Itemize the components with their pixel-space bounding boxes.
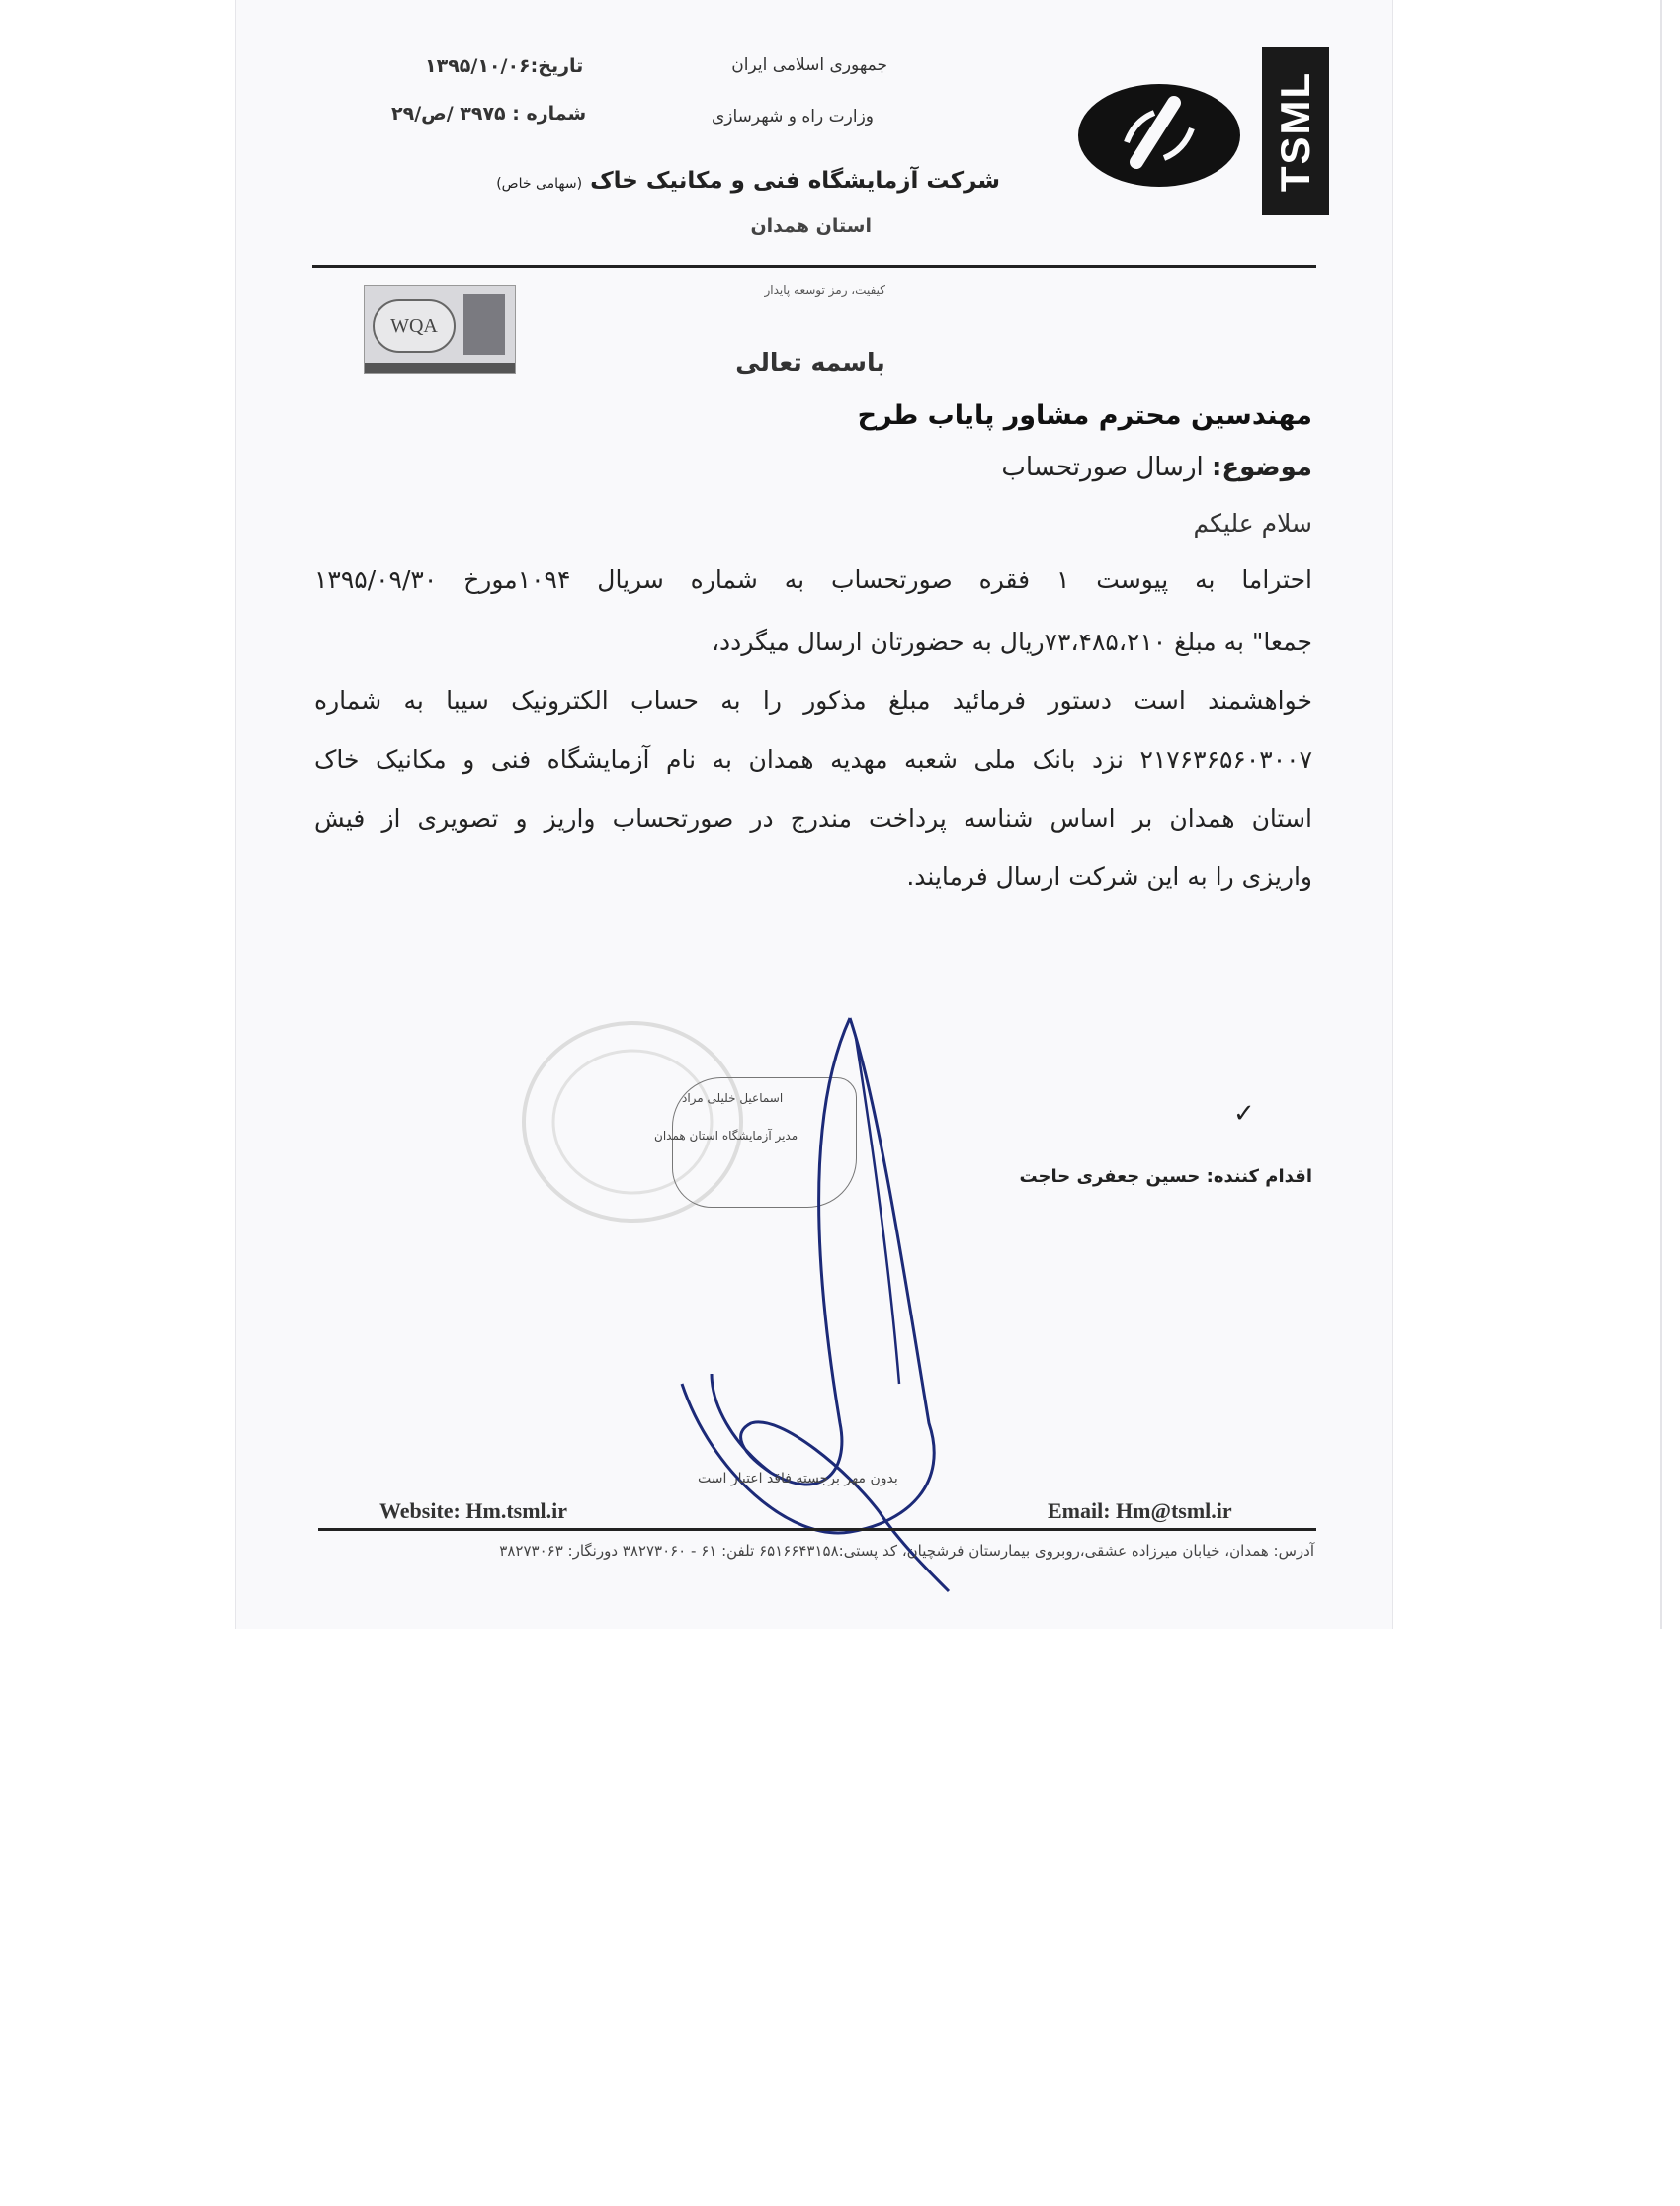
bismillah: باسمه تعالی xyxy=(735,348,885,377)
body-line-2: جمعا" به مبلغ ۷۳،۴۸۵،۲۱۰ریال به حضورتان ارسال میگردد، xyxy=(711,628,1312,656)
cert-bar xyxy=(365,363,515,373)
subject-line xyxy=(1001,453,1312,482)
certificate-shield-icon xyxy=(463,294,505,355)
company-title: شرکت آزمایشگاه فنی و مکانیک خاک (سهامی خاص) xyxy=(496,168,1000,194)
certification-logo xyxy=(364,285,516,374)
body-line-5: استان همدان بر اساس شناسه پرداخت مندرج در صورتحساب واریز و تصویری از فیش xyxy=(314,805,1312,833)
body-line-6: واریزی را به این شرکت ارسال فرمایند. xyxy=(906,862,1312,891)
body-line-1: احتراما به پیوست ۱ فقره صورتحساب به شماره سریال ۱۰۹۴مورخ ۱۳۹۵/۰۹/۳۰ xyxy=(314,565,1313,594)
body-line-3: خواهشمند است دستور فرمائید مبلغ مذکور را به حساب الکترونیک سیبا به شماره xyxy=(314,686,1312,715)
website: Website: Hm.tsml.ir xyxy=(379,1498,568,1523)
handwritten-signature xyxy=(652,1008,1067,1611)
subject-label: موضوع: xyxy=(1212,453,1312,482)
body-line-4: ۲۱۷۶۳۶۵۶۰۳۰۰۷ نزد بانک ملی شعبه مهدیه همدان به نام آزمایشگاه فنی و مکانیک خاک xyxy=(314,745,1312,774)
address: آدرس: همدان، خیابان میرزاده عشقی،روبروی بیمارستان فرشچیان، کد پستی:۶۵۱۶۶۴۳۱۵۸ تلفن: ۶۱ - ۳۸۲۷۳۰۶۰ دورنگار: ۳۸۲۷۳۰۶۳ xyxy=(499,1542,1314,1560)
emboss-note: بدون مهر برجسته فاقد اعتبار است xyxy=(698,1471,898,1486)
header-divider xyxy=(312,265,1316,268)
greeting: سلام علیکم xyxy=(1193,509,1312,538)
number-value: ۳۹۷۵ /ص/۲۹ xyxy=(391,103,506,125)
province-name: استان همدان xyxy=(750,215,872,237)
recipient-line: مهندسین محترم مشاور پایاب طرح xyxy=(857,400,1312,431)
signer-title: مدیر آزمایشگاه استان همدان xyxy=(654,1129,798,1143)
tsml-logo: TSML xyxy=(1262,47,1329,215)
company-type: (سهامی خاص) xyxy=(496,176,583,192)
wqa-logo: WQA xyxy=(373,299,456,353)
action-by: اقدام کننده: حسین جعفری حاجت xyxy=(1019,1166,1312,1187)
number-line xyxy=(391,103,586,125)
government-name: جمهوری اسلامی ایران xyxy=(731,55,887,75)
date-label: تاریخ: xyxy=(530,55,584,77)
company-emblem-icon xyxy=(1075,81,1243,190)
number-label: شماره : xyxy=(512,103,587,125)
scan-edge-line xyxy=(1660,0,1662,1629)
quality-slogan: کیفیت، رمز توسعه پایدار xyxy=(764,283,885,297)
email: Email: Hm@tsml.ir xyxy=(1048,1498,1232,1523)
signer-name: اسماعیل خلیلی مراد xyxy=(682,1091,784,1105)
initials-mark: ✓ xyxy=(1233,1099,1255,1129)
subject-text: ارسال صورتحساب xyxy=(1001,453,1204,482)
ministry-name: وزارت راه و شهرسازی xyxy=(711,107,874,127)
footer-divider xyxy=(318,1528,1316,1531)
date-value: ۱۳۹۵/۱۰/۰۶ xyxy=(425,55,531,77)
date-line xyxy=(425,55,583,77)
